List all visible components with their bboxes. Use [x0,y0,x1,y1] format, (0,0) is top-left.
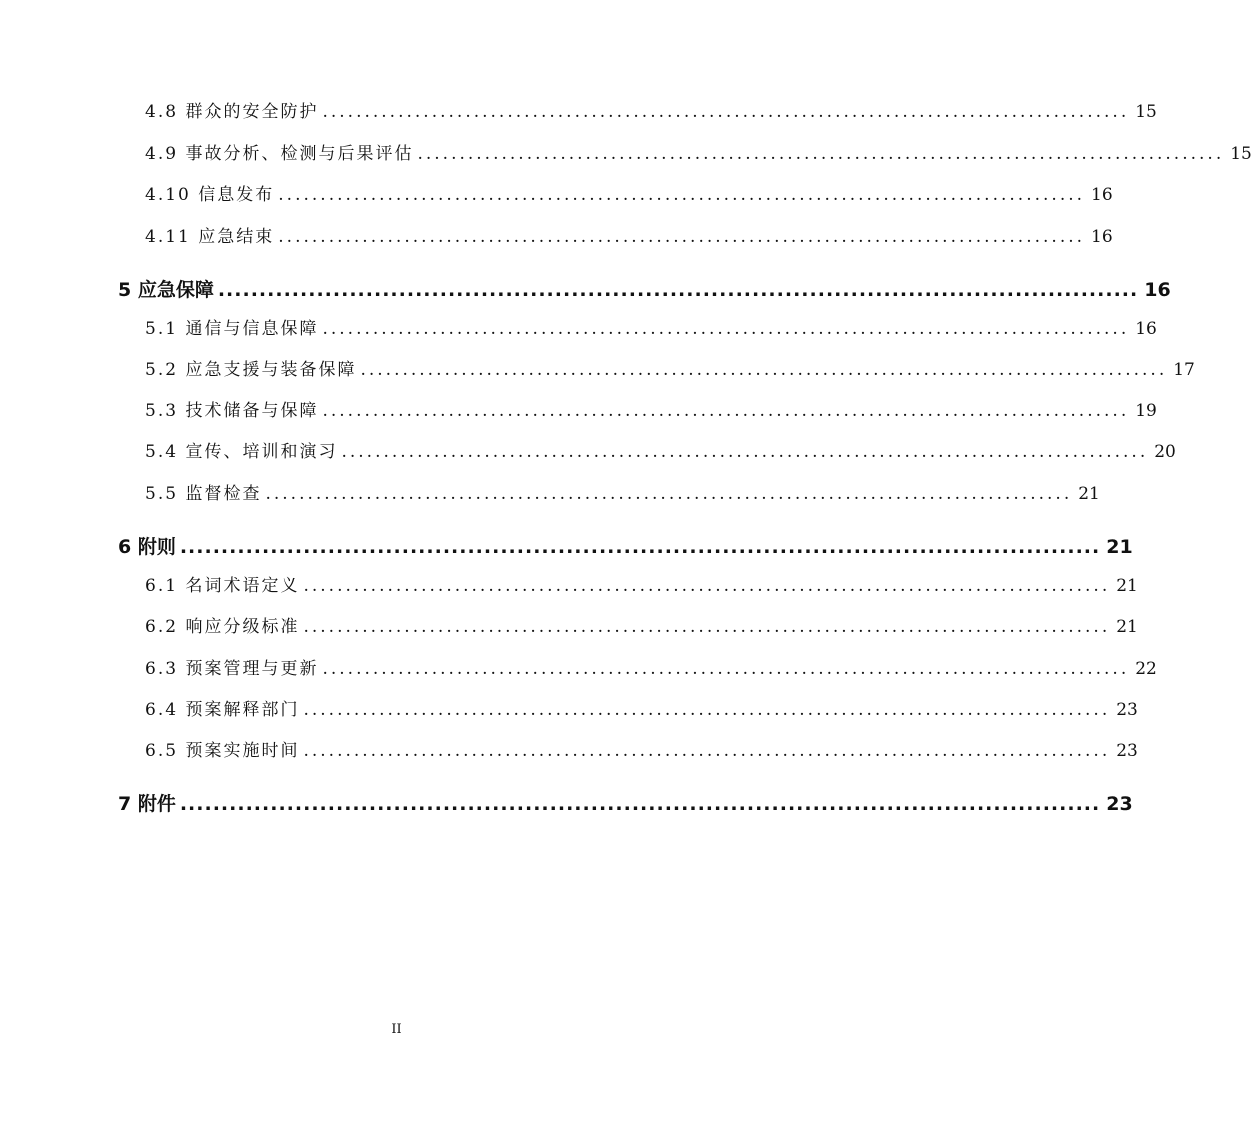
toc-entry-label: 6.5 预案实施时间 [145,741,300,761]
toc-page-number: 17 [1173,360,1195,380]
toc-chapter-label: 5 应急保障 [118,279,214,301]
toc-page-number: 23 [1116,700,1138,720]
page-footer-number: II [391,1022,402,1037]
toc-page-number: 15 [1135,102,1157,122]
toc-page-number: 21 [1078,484,1100,504]
toc-leader-dots: ................................................................................................................ [179,793,1101,815]
toc-entry-6-3[interactable] [145,654,1157,679]
toc-entry-5-2[interactable] [145,355,1195,380]
toc-entry-6-2[interactable] [145,612,1138,637]
toc-page-number: 23 [1106,793,1133,815]
toc-entry-label: 4.9 事故分析、检测与后果评估 [145,144,414,164]
toc-leader-dots: ................................................................................................ [265,484,1073,504]
toc-leader-dots: ................................................................................................ [417,144,1225,164]
toc-entry-6-1[interactable] [145,571,1138,596]
toc-entry-6-5[interactable] [145,736,1138,761]
toc-entry-label: 4.8 群众的安全防护 [145,102,319,122]
toc-leader-dots: ................................................................................................ [341,442,1149,462]
toc-entry-6-4[interactable] [145,695,1138,720]
toc-leader-dots: ................................................................................................ [322,401,1130,421]
toc-page-number: 19 [1135,401,1157,421]
toc-chapter-5[interactable] [118,275,1171,302]
toc-leader-dots: ................................................................................................ [322,319,1130,339]
toc-entry-5-5[interactable] [145,479,1100,504]
toc-entry-label: 5.2 应急支援与装备保障 [145,360,357,380]
toc-leader-dots: ................................................................................................................ [179,536,1101,558]
toc-page-number: 21 [1116,617,1138,637]
toc-leader-dots: ................................................................................................ [303,741,1111,761]
toc-leader-dots: ................................................................................................ [303,576,1111,596]
toc-entry-label: 6.1 名词术语定义 [145,576,300,596]
toc-entry-label: 5.5 监督检查 [145,484,262,504]
toc-page-number: 23 [1116,741,1138,761]
toc-page-number: 16 [1091,185,1113,205]
toc-chapter-7[interactable] [118,789,1133,816]
toc-leader-dots: ................................................................................................ [322,659,1130,679]
toc-page-number: 21 [1106,536,1133,558]
toc-entry-4-11[interactable] [145,222,1113,247]
toc-entry-5-4[interactable] [145,437,1176,462]
toc-page-number: 22 [1135,659,1157,679]
toc-leader-dots: ................................................................................................ [322,102,1130,122]
toc-entry-label: 5.3 技术储备与保障 [145,401,319,421]
toc-entry-4-10[interactable] [145,180,1113,205]
toc-chapter-6[interactable] [118,532,1133,559]
toc-entry-5-3[interactable] [145,396,1157,421]
toc-page-number: 16 [1144,279,1171,301]
toc-leader-dots: ................................................................................................ [303,617,1111,637]
toc-leader-dots: ................................................................................................................ [217,279,1139,301]
toc-entry-label: 5.4 宣传、培训和演习 [145,442,338,462]
toc-page-number: 21 [1116,576,1138,596]
toc-page-number: 16 [1135,319,1157,339]
toc-page-number: 20 [1154,442,1176,462]
toc-page-number: 15 [1230,144,1252,164]
toc-entry-5-1[interactable] [145,314,1157,339]
toc-entry-label: 5.1 通信与信息保障 [145,319,319,339]
toc-entry-label: 4.10 信息发布 [145,185,275,205]
toc-entry-4-9[interactable] [145,139,1252,164]
toc-page-number: 16 [1091,227,1113,247]
toc-chapter-label: 6 附则 [118,536,176,558]
toc-entry-4-8[interactable] [145,97,1157,122]
toc-leader-dots: ................................................................................................ [360,360,1168,380]
toc-chapter-label: 7 附件 [118,793,176,815]
toc-entry-label: 6.2 响应分级标准 [145,617,300,637]
toc-leader-dots: ................................................................................................ [303,700,1111,720]
toc-leader-dots: ................................................................................................ [278,227,1086,247]
toc-leader-dots: ................................................................................................ [278,185,1086,205]
toc-entry-label: 4.11 应急结束 [145,227,275,247]
toc-entry-label: 6.4 预案解释部门 [145,700,300,720]
toc-entry-label: 6.3 预案管理与更新 [145,659,319,679]
